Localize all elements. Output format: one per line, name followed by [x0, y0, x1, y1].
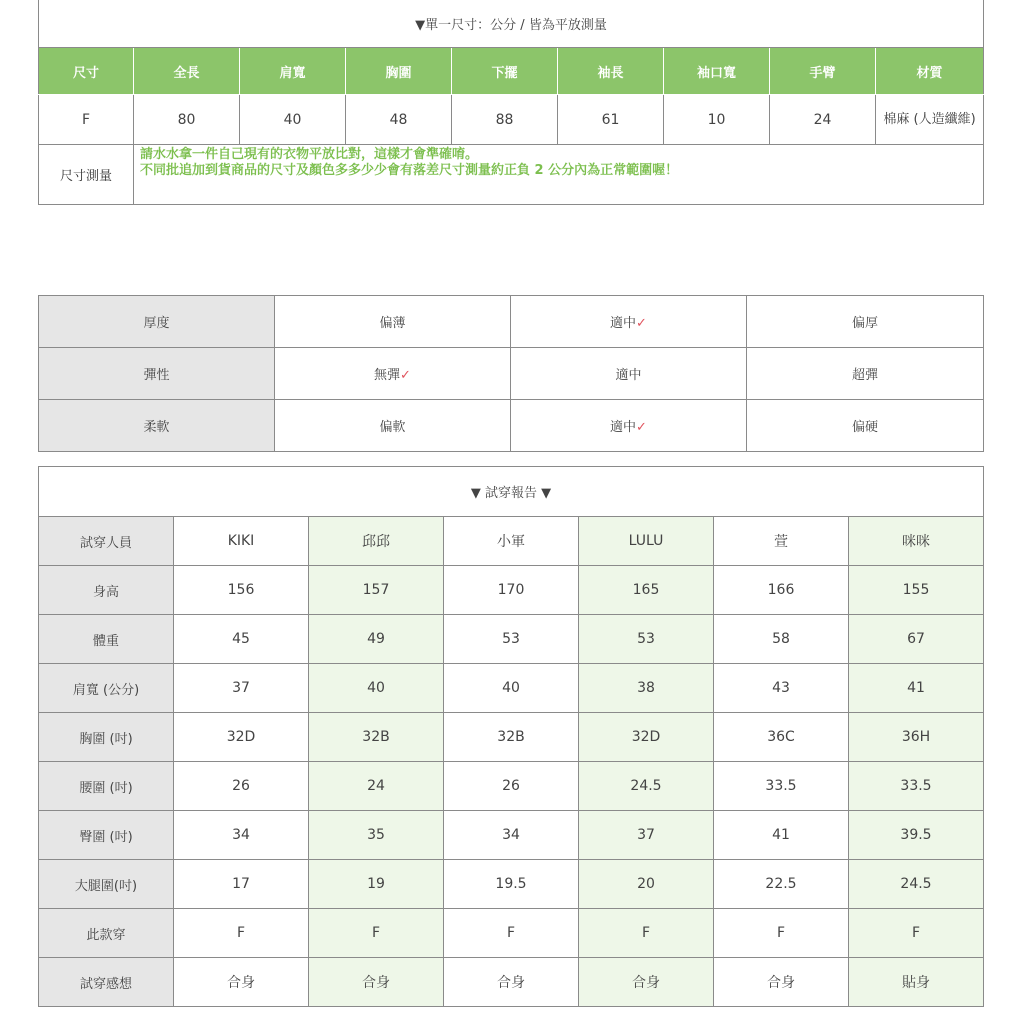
- report-cell: 37: [174, 664, 309, 713]
- report-cell: LULU: [579, 517, 714, 566]
- report-cell: 26: [444, 762, 579, 811]
- size-header-cell: 袖口寬: [664, 48, 770, 95]
- size-value-cell: 48: [346, 95, 452, 145]
- report-cell: 19: [309, 860, 444, 909]
- report-cell: 33.5: [849, 762, 984, 811]
- report-caption-row: [39, 467, 984, 517]
- report-cell: 萱: [714, 517, 849, 566]
- report-cell: 貼身: [849, 958, 984, 1007]
- fabric-row-softness: [39, 400, 984, 452]
- report-row-label: 試穿人員: [39, 517, 174, 566]
- size-note-label: 尺寸測量: [39, 145, 134, 205]
- check-icon: ✓: [636, 316, 647, 331]
- report-cell: 邱邱: [309, 517, 444, 566]
- report-cell: 35: [309, 811, 444, 860]
- report-cell: 20: [579, 860, 714, 909]
- fabric-option: [511, 348, 747, 400]
- size-table-header-row: [39, 48, 984, 95]
- fabric-option-label: 適中: [610, 420, 637, 435]
- report-cell: 小軍: [444, 517, 579, 566]
- report-row-label: 肩寬 (公分): [39, 664, 174, 713]
- fabric-option-label: 偏軟: [379, 420, 406, 435]
- report-cell: 34: [174, 811, 309, 860]
- fabric-option: [747, 400, 984, 452]
- report-cell: 165: [579, 566, 714, 615]
- report-cell: 合身: [579, 958, 714, 1007]
- size-value-cell: 88: [452, 95, 558, 145]
- size-value-cell: 10: [664, 95, 770, 145]
- report-row-label: 胸圍 (吋): [39, 713, 174, 762]
- size-table-caption-row: [39, 0, 984, 48]
- size-value-cell: 80: [134, 95, 240, 145]
- report-cell: F: [174, 909, 309, 958]
- size-header-cell: 袖長: [558, 48, 664, 95]
- report-row-label: 體重: [39, 615, 174, 664]
- size-table: [38, 0, 984, 205]
- size-value-cell: 24: [770, 95, 876, 145]
- size-note-line: 請水水拿一件自己現有的衣物平放比對，這樣才會準確唷。: [140, 147, 479, 162]
- report-cell: 41: [714, 811, 849, 860]
- report-cell: KIKI: [174, 517, 309, 566]
- report-cell: 41: [849, 664, 984, 713]
- report-cell: 24: [309, 762, 444, 811]
- fabric-row-label: 彈性: [39, 348, 275, 400]
- size-table-caption: ▼單一尺寸：公分 / 皆為平放測量: [39, 0, 984, 48]
- fabric-option: [275, 400, 511, 452]
- report-cell: 合身: [444, 958, 579, 1007]
- report-row: [39, 664, 984, 713]
- report-cell: 156: [174, 566, 309, 615]
- fabric-option-label: 偏硬: [851, 420, 878, 435]
- report-cell: 合身: [714, 958, 849, 1007]
- report-row: [39, 958, 984, 1007]
- report-cell: 45: [174, 615, 309, 664]
- report-row: [39, 909, 984, 958]
- fabric-option-label: 無彈: [374, 368, 401, 383]
- report-cell: F: [309, 909, 444, 958]
- check-icon: ✓: [636, 420, 647, 435]
- report-cell: 37: [579, 811, 714, 860]
- size-note-line: 不同批追加到貨商品的尺寸及顏色多多少少會有落差尺寸測量約正負 2 公分內為正常範圍喔！: [140, 163, 679, 178]
- report-row-label: 臀圍 (吋): [39, 811, 174, 860]
- report-cell: F: [444, 909, 579, 958]
- fabric-option: [511, 400, 747, 452]
- report-row-label: 試穿感想: [39, 958, 174, 1007]
- size-value-cell: F: [39, 95, 134, 145]
- report-cell: 咪咪: [849, 517, 984, 566]
- report-cell: 24.5: [579, 762, 714, 811]
- report-cell: 34: [444, 811, 579, 860]
- fabric-option: [511, 296, 747, 348]
- report-cell: 38: [579, 664, 714, 713]
- report-cell: 170: [444, 566, 579, 615]
- fabric-properties-table: [38, 295, 984, 452]
- report-cell: 157: [309, 566, 444, 615]
- report-row-label: 大腿圍(吋): [39, 860, 174, 909]
- report-cell: F: [849, 909, 984, 958]
- size-note-text: [134, 145, 984, 205]
- report-cell: 58: [714, 615, 849, 664]
- fabric-option-label: 偏薄: [379, 316, 406, 331]
- report-cell: 67: [849, 615, 984, 664]
- report-cell: 33.5: [714, 762, 849, 811]
- size-table-value-row: [39, 95, 984, 145]
- report-cell: 32B: [309, 713, 444, 762]
- report-cell: 32B: [444, 713, 579, 762]
- report-cell: 166: [714, 566, 849, 615]
- report-row: [39, 713, 984, 762]
- fabric-option-label: 超彈: [851, 368, 878, 383]
- size-value-cell: 61: [558, 95, 664, 145]
- report-cell: 43: [714, 664, 849, 713]
- size-value-cell: 40: [240, 95, 346, 145]
- size-header-cell: 全長: [134, 48, 240, 95]
- report-cell: 24.5: [849, 860, 984, 909]
- report-cell: 53: [444, 615, 579, 664]
- size-header-cell: 肩寬: [240, 48, 346, 95]
- report-cell: F: [579, 909, 714, 958]
- report-cell: 39.5: [849, 811, 984, 860]
- check-icon: ✓: [400, 368, 411, 383]
- report-row: [39, 615, 984, 664]
- report-cell: 40: [309, 664, 444, 713]
- report-cell: 26: [174, 762, 309, 811]
- size-header-cell: 尺寸: [39, 48, 134, 95]
- report-cell: 22.5: [714, 860, 849, 909]
- report-row-label: 此款穿: [39, 909, 174, 958]
- report-row: [39, 566, 984, 615]
- fabric-row-elasticity: [39, 348, 984, 400]
- report-row: [39, 762, 984, 811]
- fabric-option: [275, 348, 511, 400]
- report-cell: F: [714, 909, 849, 958]
- report-cell: 19.5: [444, 860, 579, 909]
- size-header-cell: 手臂: [770, 48, 876, 95]
- report-cell: 17: [174, 860, 309, 909]
- report-row-label: 腰圍 (吋): [39, 762, 174, 811]
- report-cell: 49: [309, 615, 444, 664]
- report-row: [39, 860, 984, 909]
- try-on-report-table: [38, 466, 984, 1007]
- fabric-row-thickness: [39, 296, 984, 348]
- fabric-option: [747, 348, 984, 400]
- size-note-row: [39, 145, 984, 205]
- fabric-option-label: 適中: [610, 316, 637, 331]
- fabric-option-label: 偏厚: [851, 316, 878, 331]
- fabric-option: [747, 296, 984, 348]
- report-cell: 36H: [849, 713, 984, 762]
- report-cell: 53: [579, 615, 714, 664]
- size-header-cell: 下擺: [452, 48, 558, 95]
- report-row: [39, 517, 984, 566]
- fabric-row-label: 厚度: [39, 296, 275, 348]
- report-cell: 40: [444, 664, 579, 713]
- report-cell: 36C: [714, 713, 849, 762]
- report-row-label: 身高: [39, 566, 174, 615]
- report-row: [39, 811, 984, 860]
- size-header-cell: 胸圍: [346, 48, 452, 95]
- report-cell: 合身: [309, 958, 444, 1007]
- material-value-cell: 棉麻 (人造纖維): [876, 95, 984, 145]
- report-cell: 32D: [579, 713, 714, 762]
- fabric-option: [275, 296, 511, 348]
- report-cell: 合身: [174, 958, 309, 1007]
- fabric-row-label: 柔軟: [39, 400, 275, 452]
- report-cell: 32D: [174, 713, 309, 762]
- report-caption: ▼ 試穿報告 ▼: [39, 467, 984, 517]
- size-header-cell: 材質: [876, 48, 984, 95]
- fabric-option-label: 適中: [615, 368, 642, 383]
- report-cell: 155: [849, 566, 984, 615]
